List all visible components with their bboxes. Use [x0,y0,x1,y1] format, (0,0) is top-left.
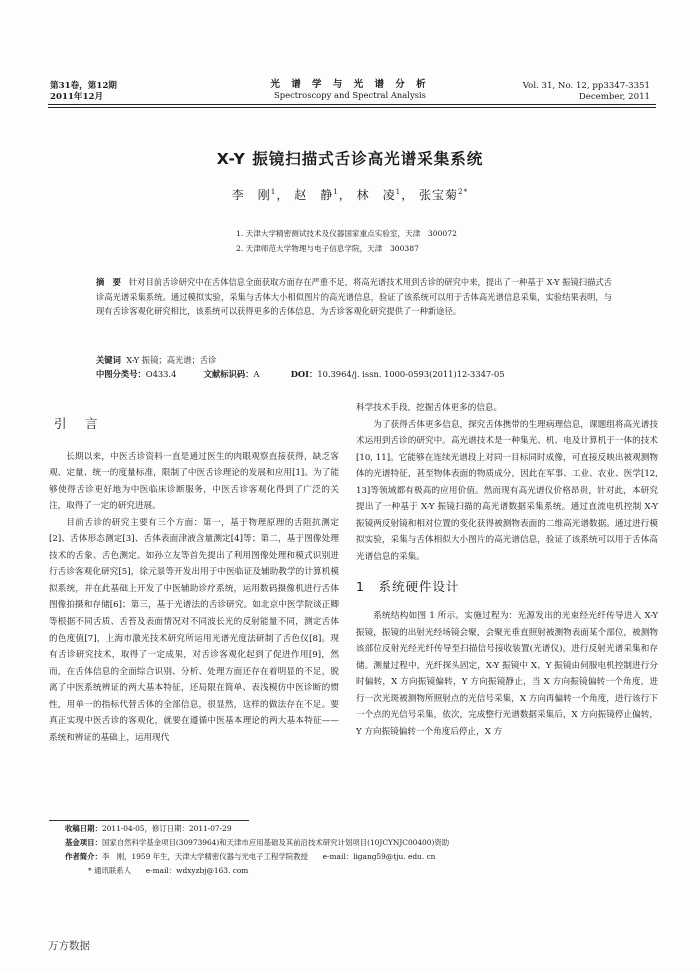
footnote-author: 作者简介：李 刚，1959 年生，天津大学精密仪器与光电子工程学院教授 e-mail：ligang59@tju. edu. cn [65,852,436,861]
paragraph: 系统结构如图 1 所示。实施过程为：光源发出的光束经光纤传导进入 X-Y 振镜，振镜的出射光经场镜会聚，会聚光垂直照射被测物表面某个部位，被测物该部位反射光经光纤传导至扫描信号接收装置(光谱仪)，进行反射光谱采集和存储。测量过程中，光纤探头固定，X-Y 振镜中 X、Y 振镜由伺服电机控制进行分时偏转，X 方向振镜偏转，Y 方向振镜静止，当 X 方向振镜偏转一个角度，进行一次光斑被测物所照射点的光信号采集，X 方向再偏转一个角度，进行该行下一个点的光信号采集，依次，完成整行光谱数据采集后，X 方向振镜停止偏转，Y 方向振镜偏转一个角度后停止，X 方 [356,611,658,737]
doi: 10.3964/j. issn. 1000-0593(2011)12-3347-05 [317,369,505,379]
classification-line: 中图分类号：O433.4 文献标识码：A DOI：10.3964/j. issn. 1000-0593(2011)12-3347-05 [96,369,505,379]
left-column [49,416,339,746]
paragraph: 长期以来，中医舌诊资料一直是通过医生的肉眼观察直接获得，缺乏客观、定量、统一的度量标准，限制了中医舌诊理论的发展和应用[1]。为了能够使得舌诊更好地为中医临床诊断服务，中医舌诊客观化得到了广泛的关注，取得了一定的研究进展。 [49,451,339,512]
author-name: 张宝菊 [419,188,459,202]
author-list: 李 刚$^1$， 赵 静$^1$， 林 凌$^1$， 张宝菊$^{2*}$ [231,187,469,202]
abstract-label: 摘 要 [96,277,121,287]
paper-title: X-Y 振镜扫描式舌诊高光谱采集系统 [216,150,484,168]
affiliation-1: 1. 天津大学精密测试技术及仪器国家重点实验室，天津 300072 [236,229,457,238]
affiliation-2: 2. 天津师范大学物理与电子信息学院，天津 300387 [236,244,419,253]
footnote-corresponding: * 通讯联系人 e-mail：wdxyzbj@163. com [88,866,249,875]
author-name: 林 凌 [356,188,396,202]
author-name: 赵 静 [294,188,334,202]
header-volume-cn: 第31卷，第12期 2011年12月 [50,81,117,102]
abstract [96,275,612,319]
watermark: 万方数据 [48,940,90,952]
paragraph: 为了获得舌体更多信息，探究舌体携带的生理病理信息，课题组将高光谱技术运用到舌诊的研究中。高光谱技术是一种集光、机、电及计算机于一体的技术[10, 11]。它能够在连续光谱段上对同一目标同时成像，可直接反映出被观测物体的光谱特征，甚至物体表面的物质成分，因此在军事、工业、农业、医学[12, 13]等领域都有极高的应用价值。然而现有高光谱仪价格昂贵，针对此，本研究提出了一种基于 X-Y 振镜扫描的高光谱数据采集系统。通过直流电机控制 X-Y 振镜两反射镜和相对位置的变化获得被测物表面的二维高光谱数据。通过进行模拟实验，采集与舌体相似大小图片的高光谱信息，验证了该系统可以用于舌体高光谱信息的采集。 [356,419,658,562]
header-volume-en: Vol. 31, No. 12, pp3347-3351 December, 2011 [522,81,650,102]
author-name: 李 刚 [231,188,271,202]
paragraph: 目前舌诊的研究主要有三个方面：第一，基于物理原理的舌阻抗测定[2]、舌体形态测定[3]、舌体表面津液含量测定[4]等；第二，基于图像处理技术的舌象、舌色测定。如孙立友等首先提出了利用图像处理和模式识别进行舌诊客观化研究[5]，徐元景等开发出用于中医临证及辅助教学的计算机模拟系统，并在此基础上开发了中医辅助诊疗系统，运用数码摄像机进行舌体图像拍摄和存储[6]；第三，基于光谱法的舌诊研究。如北京中医学院谈正卿等根据不同舌质、舌苔及表面情况对不同波长光的反射能量不同，测定舌体的色度值[7]，上海市激光技术研究所运用光谱光度法研制了舌色仪[8]。现有舌诊研究技术，取得了一定成果，对舌诊客观化起到了促进作用[9]，然而，在舌体信息的全面综合识别、分析、处理方面还存在着明显的不足，脱离了中医系统辨证的两大基本特征，还局限在简单、表浅模仿中医诊断的惯性，用单一的指标代替舌体的全部信息，很显然，这样的做法存在不足。要真正实现中医舌诊的客观化，就要在遵循中医基本理论的两大基本特征——系统和辨证的基础上，运用现代 [49,517,339,743]
section-heading-hardware: 1 系统硬件设计 [356,579,460,595]
section-heading-introduction: 引 言 [54,416,101,431]
abstract-text: 针对目前舌诊研究中在舌体信息全面获取方面存在严重不足，将高光谱技术用到舌诊的研究中来，提出了一种基于 X-Y 振镜扫描式舌诊高光谱采集系统。通过模拟实验，采集与舌体大小相似图片的高光谱信息，验证了该系统可以用于舌体高光谱信息采集，实验结果表明，与现有舌诊客观化研究相比，该系统可以获得更多的舌体信息，为舌诊客观化研究提供了一种新途径。 [96,277,613,317]
header-rule [48,104,656,105]
header-rule-thin [48,107,656,108]
footnote-rule [49,820,249,821]
keywords: 关键词 X-Y 振镜；高光谱；舌诊 [96,355,217,365]
paragraph-continuation: 科学技术手段，挖掘舌体更多的信息。 [356,403,503,413]
footnote-received: 收稿日期：2011-04-05，修订日期：2011-07-29 [65,824,232,833]
right-column [356,400,658,740]
footnote-funding: 基金项目：国家自然科学基金项目(30973964)和天津市应用基础及其前沿技术研究计划项目(10JCYNJC00400)资助 [65,838,450,847]
header-journal: 光 谱 学 与 光 谱 分 析 Spectroscopy and Spectral Analysis [270,79,430,100]
